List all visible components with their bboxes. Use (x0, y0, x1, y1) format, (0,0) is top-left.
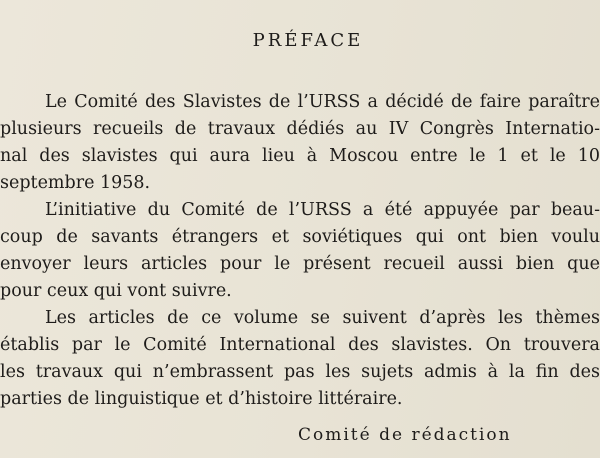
text-line: coup de savants étrangers et soviétiques qui ont bien voulu (0, 227, 600, 247)
page-title: PRÉFACE (252, 30, 364, 51)
text-line: L’initiative du Comité de l’URSS a été appuyée par beau- (45, 200, 600, 220)
text-line: plusieurs recueils de travaux dédiés au IV Congrès Internatio- (0, 119, 600, 139)
text-line: établis par le Comité International des slavistes. On trouvera (0, 335, 600, 355)
text-line: parties de linguistique et d’histoire littéraire. (0, 389, 403, 409)
text-line: Le Comité des Slavistes de l’URSS a décidé de faire paraître (45, 92, 600, 112)
text-line: nal des slavistes qui aura lieu à Moscou entre le 1 et le 10 (0, 146, 600, 166)
text-line: septembre 1958. (0, 173, 151, 193)
text-line: Les articles de ce volume se suivent d’après les thèmes (45, 308, 600, 328)
text-line: pour ceux qui vont suivre. (0, 281, 232, 301)
signature: Comité de rédaction (298, 425, 512, 445)
text-line: envoyer leurs articles pour le présent recueil aussi bien que (0, 254, 600, 274)
text-line: les travaux qui n’embrassent pas les sujets admis à la fin des (0, 362, 600, 382)
